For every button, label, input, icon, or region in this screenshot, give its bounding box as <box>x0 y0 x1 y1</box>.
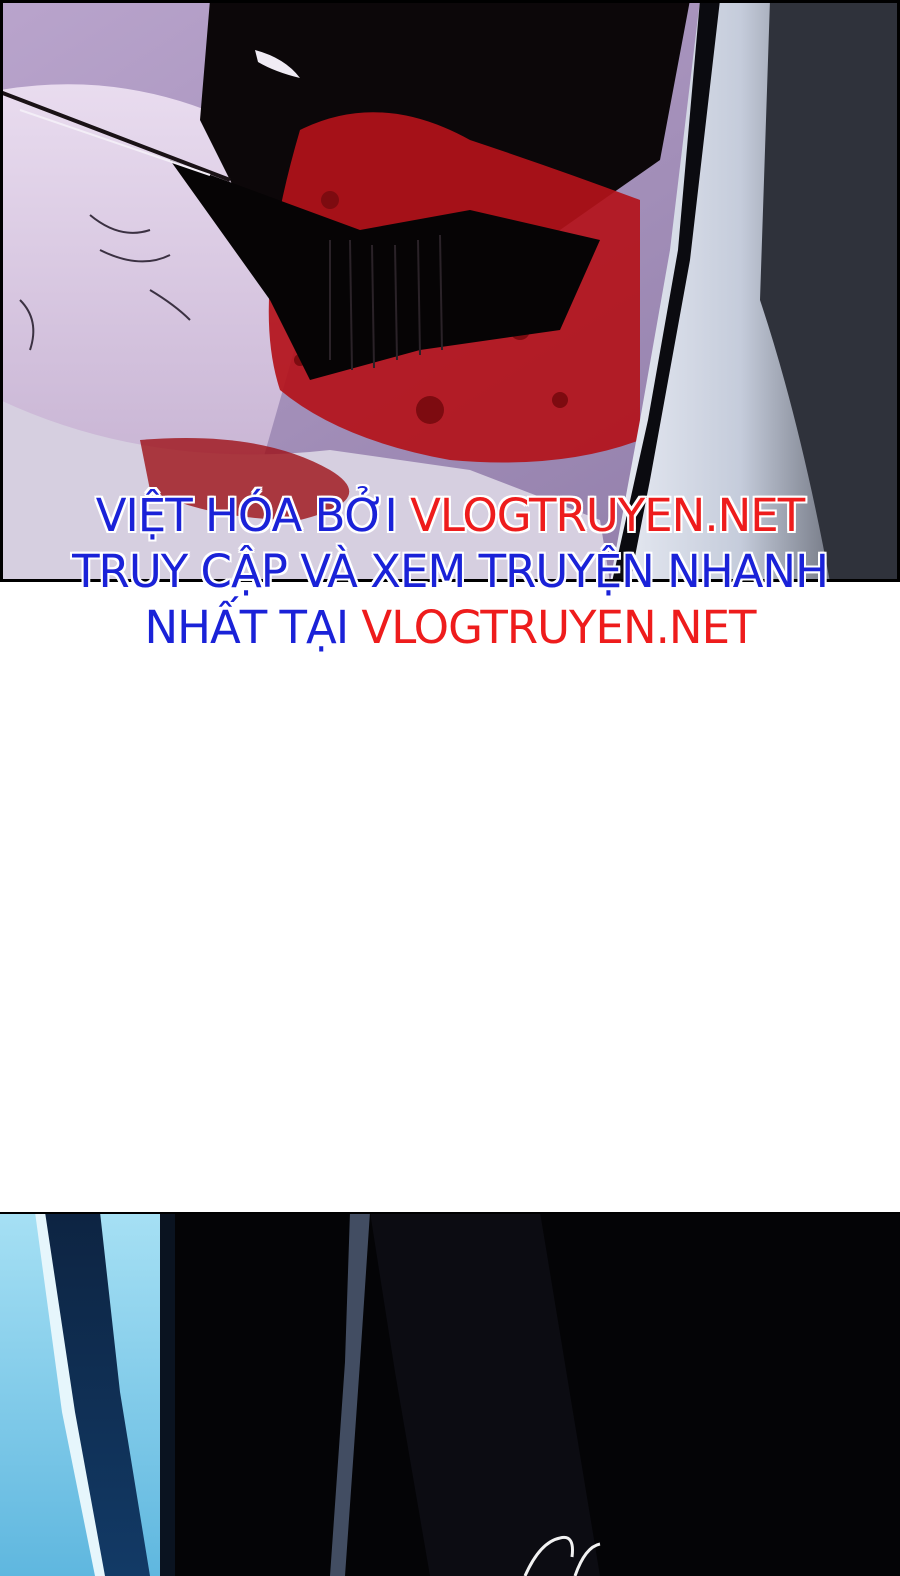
credit-line-1-prefix: VIỆT HÓA BỞI <box>95 489 411 542</box>
credit-line-2: TRUY CẬP VÀ XEM TRUYỆN NHANH <box>72 545 828 598</box>
credit-line-3-site: VLOGTRUYEN.NET <box>361 601 756 654</box>
credit-line-3-prefix: NHẤT TẠI <box>144 601 362 654</box>
panel-artwork-bottom <box>0 1212 900 1576</box>
bottom-manga-panel <box>0 1212 900 1576</box>
credit-line-1-site: VLOGTRUYEN.NET <box>410 489 805 542</box>
frame-edge <box>160 1212 175 1576</box>
scanlation-credit <box>0 488 900 656</box>
credit-line-1 <box>0 488 900 544</box>
credit-line-3 <box>0 600 900 656</box>
